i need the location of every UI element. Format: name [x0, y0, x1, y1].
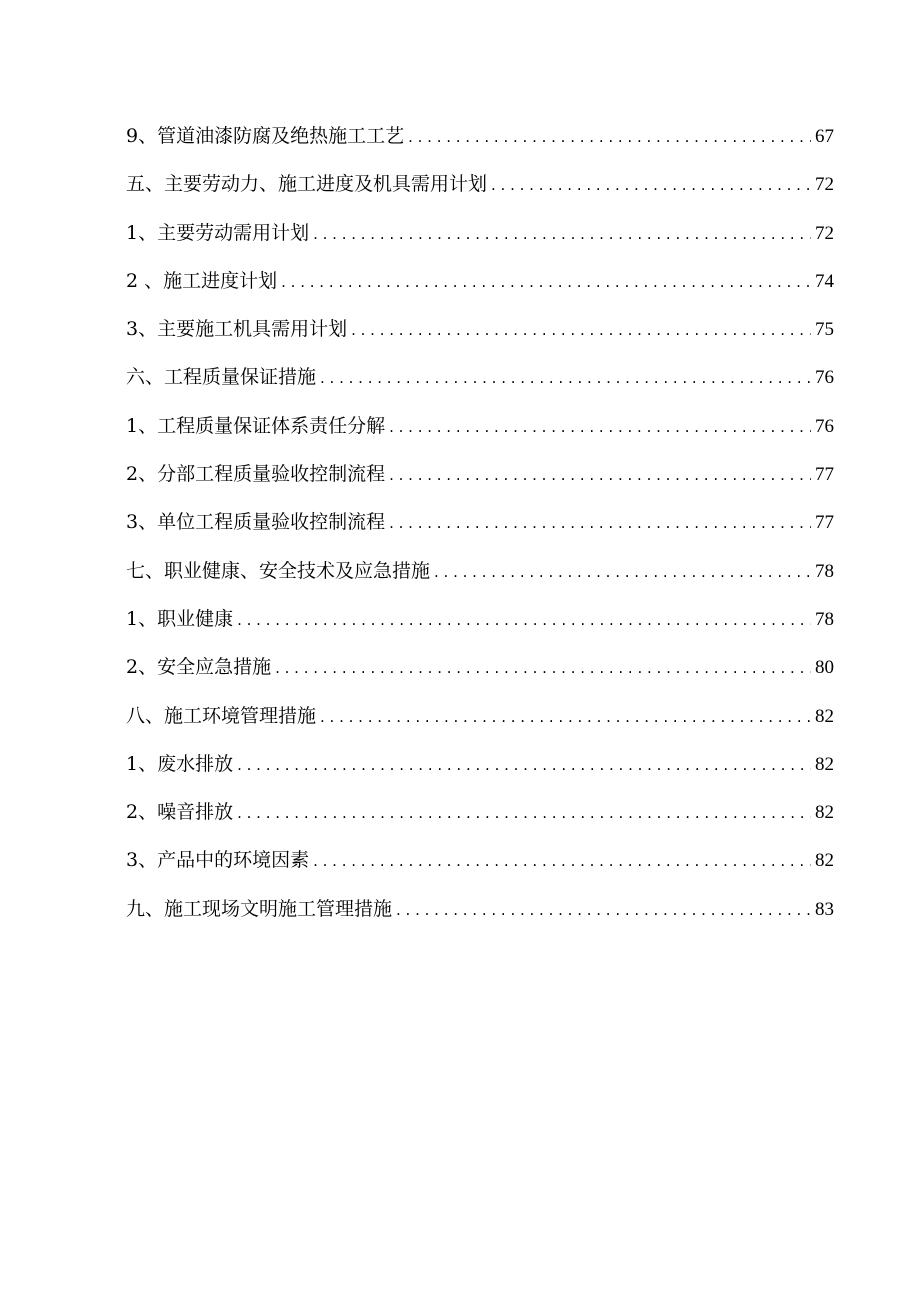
toc-entry[interactable]	[126, 595, 834, 643]
toc-dot-leader	[320, 693, 811, 741]
toc-entry-label: 1、主要劳动需用计划	[126, 221, 310, 244]
toc-entry-label: 3、单位工程质量验收控制流程	[126, 511, 386, 534]
toc-entry-label: 1、废水排放	[126, 752, 234, 775]
toc-page-number: 82	[815, 802, 834, 824]
toc-page-number: 82	[815, 705, 834, 727]
toc-entry[interactable]	[126, 547, 834, 595]
toc-dot-leader	[320, 354, 811, 402]
toc-entry[interactable]	[126, 450, 834, 498]
toc-dot-leader	[396, 886, 811, 934]
toc-entry-label: 1、工程质量保证体系责任分解	[126, 414, 386, 437]
toc-dot-leader	[389, 451, 811, 499]
toc-page-number: 72	[815, 174, 834, 196]
toc-dot-leader	[408, 113, 811, 161]
toc-dot-leader	[237, 789, 811, 837]
toc-entry[interactable]	[126, 836, 834, 884]
toc-entry[interactable]	[126, 740, 834, 788]
toc-entry[interactable]	[126, 498, 834, 546]
toc-page-number: 77	[815, 464, 834, 486]
toc-page-number: 83	[815, 898, 834, 920]
toc-entry[interactable]	[126, 209, 834, 257]
toc-page-number: 74	[815, 270, 834, 292]
toc-page-number: 82	[815, 753, 834, 775]
toc-entry[interactable]	[126, 643, 834, 691]
toc-entry[interactable]	[126, 402, 834, 450]
toc-entry-label: 六、工程质量保证措施	[126, 366, 317, 389]
toc-entry-label: 八、施工环境管理措施	[126, 704, 317, 727]
toc-entry[interactable]	[126, 305, 834, 353]
toc-dot-leader	[313, 210, 811, 258]
toc-dot-leader	[389, 499, 811, 547]
toc-entry[interactable]	[126, 112, 834, 160]
toc-page-number: 78	[815, 560, 834, 582]
toc-entry-label: 2、安全应急措施	[126, 656, 272, 679]
toc-dot-leader	[389, 403, 811, 451]
toc-page-number: 80	[815, 657, 834, 679]
table-of-contents	[126, 112, 834, 933]
toc-dot-leader	[351, 306, 811, 354]
toc-dot-leader	[275, 644, 811, 692]
toc-page-number: 76	[815, 367, 834, 389]
toc-page-number: 82	[815, 850, 834, 872]
toc-dot-leader	[237, 741, 811, 789]
toc-dot-leader	[313, 837, 811, 885]
toc-entry[interactable]	[126, 353, 834, 401]
toc-entry-label: 2、噪音排放	[126, 801, 234, 824]
toc-page-number: 78	[815, 608, 834, 630]
toc-page-number: 67	[815, 126, 834, 147]
toc-entry-label: 3、主要施工机具需用计划	[126, 318, 348, 341]
toc-entry-label: 九、施工现场文明施工管理措施	[126, 897, 393, 920]
toc-entry-label: 2 、施工进度计划	[126, 269, 278, 292]
toc-entry[interactable]	[126, 788, 834, 836]
toc-entry[interactable]	[126, 160, 834, 208]
toc-entry[interactable]	[126, 885, 834, 933]
toc-page-number: 77	[815, 512, 834, 534]
toc-page-number: 76	[815, 415, 834, 437]
toc-dot-leader	[491, 161, 811, 209]
toc-entry-label: 五、主要劳动力、施工进度及机具需用计划	[126, 173, 488, 196]
toc-dot-leader	[237, 596, 811, 644]
toc-dot-leader	[434, 548, 811, 596]
toc-entry[interactable]	[126, 257, 834, 305]
toc-entry-label: 1、职业健康	[126, 607, 234, 630]
toc-entry-label: 2、分部工程质量验收控制流程	[126, 463, 386, 486]
toc-page-number: 72	[815, 222, 834, 244]
toc-entry[interactable]	[126, 692, 834, 740]
toc-entry-label: 9、管道油漆防腐及绝热施工工艺	[126, 125, 405, 147]
toc-entry-label: 七、职业健康、安全技术及应急措施	[126, 559, 431, 582]
toc-dot-leader	[281, 258, 811, 306]
toc-page-number: 75	[815, 319, 834, 341]
toc-entry-label: 3、产品中的环境因素	[126, 849, 310, 872]
